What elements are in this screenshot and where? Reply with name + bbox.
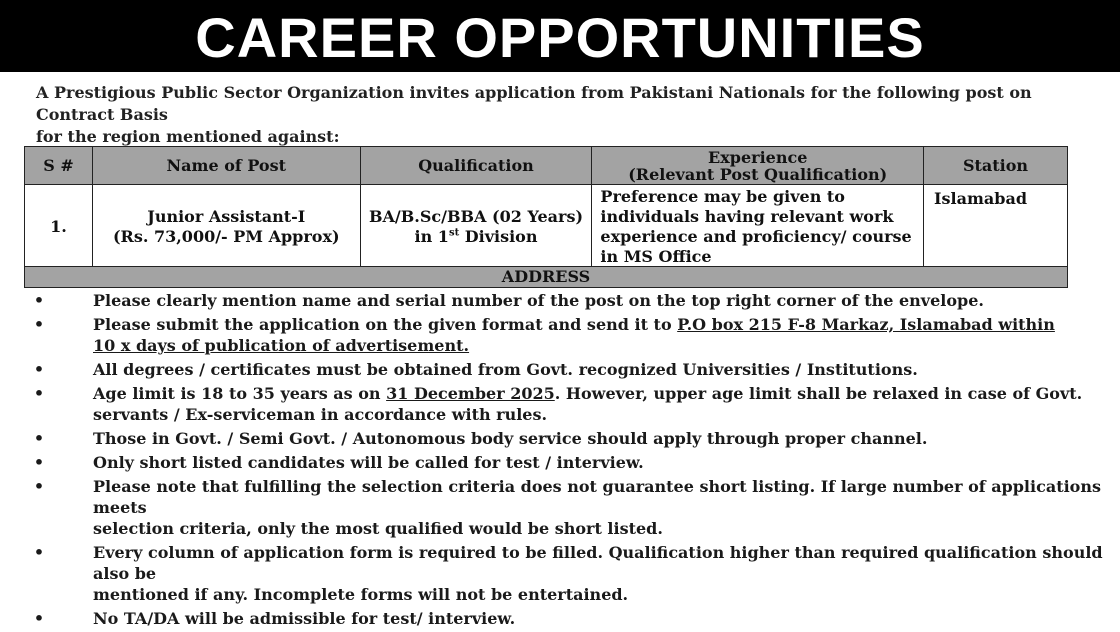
age-limit-date: 31 December 2025	[386, 384, 555, 403]
instructions-list	[28, 290, 1108, 632]
bullet-icon: •	[33, 315, 45, 334]
experience-line: individuals having relevant work	[600, 207, 894, 226]
list-item: • Every column of application form is required to be filled. Qualification higher than required qualification should also be mentioned if any. Incomplete forms will not be entertained.	[33, 543, 1103, 604]
intro-paragraph	[36, 82, 1106, 148]
cell-station: Islamabad	[924, 185, 1068, 270]
list-item: • No TA/DA will be admissible for test/ interview.	[33, 609, 516, 628]
page-title: CAREER OPPORTUNITIES	[0, 0, 1120, 72]
list-item: • Please clearly mention name and serial number of the post on the top right corner of the envelope.	[33, 291, 984, 310]
po-box-address: P.O box 215 F-8 Markaz, Islamabad within	[677, 315, 1055, 334]
cell-post	[92, 185, 360, 270]
header-station: Station	[924, 147, 1068, 185]
header-post: Name of Post	[92, 147, 360, 185]
cell-sn: 1.	[25, 185, 93, 270]
post-title: Junior Assistant-I	[147, 207, 306, 226]
header-qualification: Qualification	[360, 147, 592, 185]
bullet-icon: •	[33, 360, 45, 379]
posts-table	[24, 146, 1068, 270]
address-heading: ADDRESS	[24, 266, 1068, 288]
experience-line: experience and proficiency/ course	[600, 227, 912, 246]
list-item: • Age limit is 18 to 35 years as on 31 December 2025. However, upper age limit shall be relaxed in case of Govt. servants / Ex-serviceman in accordance with rules.	[33, 384, 1083, 424]
table-header-row	[25, 147, 1068, 185]
header-experience-line-2: (Relevant Post Qualification)	[628, 164, 888, 184]
cell-experience	[592, 185, 924, 270]
bullet-icon: •	[33, 429, 45, 448]
bullet-icon: •	[33, 609, 45, 628]
list-item: • Only short listed candidates will be called for test / interview.	[33, 453, 644, 472]
cell-qualification	[360, 185, 592, 270]
intro-line-2: for the region mentioned against:	[36, 127, 340, 146]
table-row	[25, 185, 1068, 270]
list-item: • Those in Govt. / Semi Govt. / Autonomous body service should apply through proper channel.	[33, 429, 928, 448]
bullet-icon: •	[33, 543, 45, 562]
qualification-division: in 1st Division	[414, 227, 538, 246]
header-experience	[592, 147, 924, 185]
qualification-degree: BA/B.Sc/BBA (02 Years)	[368, 207, 584, 226]
list-item: • Please note that fulfilling the selection criteria does not guarantee short listing. If large number of applications meets selection criteria, only the most qualified would be short listed.	[33, 477, 1101, 538]
post-salary: (Rs. 73,000/- PM Approx)	[112, 227, 340, 246]
bullet-icon: •	[33, 291, 45, 310]
deadline-text: 10 x days of publication of advertisement.	[93, 336, 470, 355]
list-item: • Please submit the application on the given format and send it to P.O box 215 F-8 Markaz, Islamabad within 10 x days of publication of advertisement.	[33, 315, 1055, 355]
bullet-icon: •	[33, 384, 45, 403]
intro-line-1: A Prestigious Public Sector Organization invites application from Pakistani Nationals for the following post on Contract Basis	[36, 83, 1032, 124]
experience-line: in MS Office	[600, 247, 712, 266]
experience-line: Preference may be given to	[600, 187, 845, 206]
header-experience-line-1: Experience	[708, 147, 808, 167]
bullet-icon: •	[33, 477, 45, 496]
header-sn: S #	[25, 147, 93, 185]
bullet-icon: •	[33, 453, 45, 472]
list-item: • All degrees / certificates must be obtained from Govt. recognized Universities / Institutions.	[33, 360, 918, 379]
